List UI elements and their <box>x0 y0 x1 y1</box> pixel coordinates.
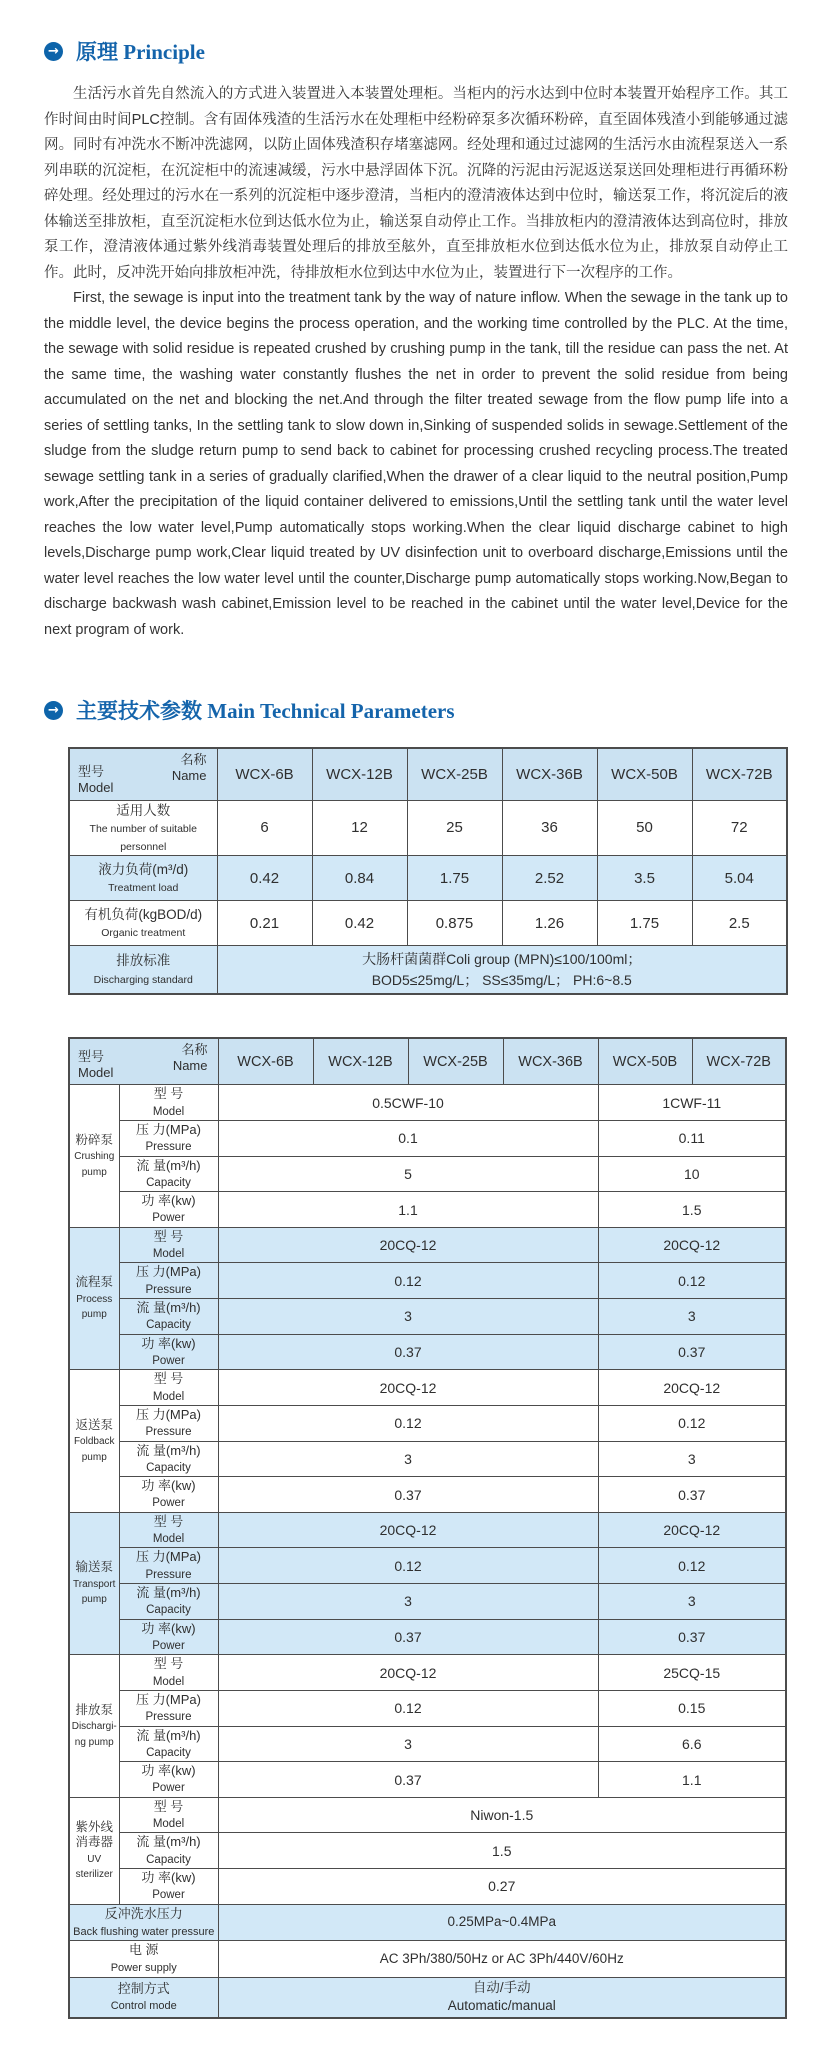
table-row <box>69 856 787 901</box>
cell-value: 0.12 <box>598 1548 786 1584</box>
row-label: 流 量(m³/h) Capacity <box>119 1833 218 1869</box>
row-label: 功 率(kw) Power <box>119 1869 218 1905</box>
model-column-header: WCX-36B <box>502 748 597 800</box>
table-row <box>69 1797 786 1833</box>
arrow-right-circle-icon: → <box>44 42 63 61</box>
cell-value: 1CWF-11 <box>598 1085 786 1121</box>
section-heading-principle <box>44 36 788 66</box>
cell-value: 0.12 <box>598 1405 786 1441</box>
section-heading-parameters <box>44 695 788 725</box>
table-header-row <box>69 748 787 800</box>
row-label: 功 率(kw) Power <box>119 1477 218 1513</box>
model-column-header: WCX-25B <box>407 748 502 800</box>
cell-value: 3 <box>598 1584 786 1620</box>
row-label: 流 量(m³/h) Capacity <box>119 1726 218 1762</box>
row-label: 液力负荷(m³/d) Treatment load <box>69 856 217 901</box>
row-label: 型 号 Model <box>119 1085 218 1121</box>
model-column-header: WCX-25B <box>408 1038 503 1085</box>
cell-value: 5 <box>218 1156 598 1192</box>
row-label: 流 量(m³/h) Capacity <box>119 1299 218 1335</box>
row-label: 型 号 Model <box>119 1227 218 1263</box>
model-column-header: WCX-50B <box>598 1038 692 1085</box>
cell-value: 1.75 <box>407 856 502 901</box>
cell-value: 0.84 <box>312 856 407 901</box>
cell-value: 0.42 <box>312 901 407 946</box>
cell-value: 10 <box>598 1156 786 1192</box>
parameters-heading-text: 主要技术参数 Main Technical Parameters <box>76 699 455 723</box>
table-row <box>69 1370 786 1406</box>
row-label: 适用人数 The number of suitable personnel <box>69 800 217 856</box>
row-label: 有机负荷(kgBOD/d) Organic treatment <box>69 901 217 946</box>
row-label: 型 号 Model <box>119 1512 218 1548</box>
row-label: 流 量(m³/h) Capacity <box>119 1156 218 1192</box>
cell-value: 0.15 <box>598 1690 786 1726</box>
cell-value: 0.875 <box>407 901 502 946</box>
cell-value: 0.42 <box>217 856 312 901</box>
row-label: 排放标准 Discharging standard <box>69 946 217 994</box>
cell-value: 0.12 <box>218 1690 598 1726</box>
cell-value: 2.52 <box>502 856 597 901</box>
cell-value: 3 <box>218 1584 598 1620</box>
cell-value: Niwon-1.5 <box>218 1797 786 1833</box>
table-row <box>69 1726 786 1762</box>
row-label-control-mode: 控制方式 Control mode <box>69 1978 218 2018</box>
cell-value: 25CQ-15 <box>598 1655 786 1691</box>
table-row <box>69 1405 786 1441</box>
cell-value: 0.12 <box>218 1405 598 1441</box>
cell-value: 3.5 <box>597 856 692 901</box>
table-corner-cell <box>69 748 217 800</box>
cell-value: 0.1 <box>218 1120 598 1156</box>
cell-value: 12 <box>312 800 407 856</box>
table-row <box>69 800 787 856</box>
table-row <box>69 1299 786 1335</box>
main-parameters-table <box>68 747 788 995</box>
table-row <box>69 1156 786 1192</box>
table-row <box>69 1690 786 1726</box>
model-column-header: WCX-72B <box>692 748 787 800</box>
model-column-header: WCX-12B <box>313 1038 408 1085</box>
row-label: 流 量(m³/h) Capacity <box>119 1584 218 1620</box>
cell-value: 0.37 <box>598 1619 786 1655</box>
cell-value: 0.37 <box>218 1477 598 1513</box>
pump-parameters-table <box>68 1037 787 2019</box>
table-row <box>69 1869 786 1905</box>
group-label-uv-sterilizer: 紫外线消毒器 UV sterilizer <box>69 1797 119 1904</box>
cell-value: 20CQ-12 <box>218 1370 598 1406</box>
cell-value: 0.37 <box>598 1334 786 1370</box>
discharging-standard-value: 大肠杆菌菌群Coli group (MPN)≤100/100ml； BOD5≤25mg/L； SS≤35mg/L； PH:6~8.5 <box>217 946 787 994</box>
cell-value: 50 <box>597 800 692 856</box>
model-column-header: WCX-50B <box>597 748 692 800</box>
row-label: 压 力(MPa) Pressure <box>119 1690 218 1726</box>
table-row <box>69 901 787 946</box>
cell-value: 20CQ-12 <box>218 1512 598 1548</box>
row-label-back-flushing: 反冲洗水压力 Back flushing water pressure <box>69 1904 218 1941</box>
table-row <box>69 1192 786 1228</box>
cell-value: 3 <box>598 1299 786 1335</box>
cell-value: 0.37 <box>218 1334 598 1370</box>
cell-value: 20CQ-12 <box>598 1227 786 1263</box>
table-row <box>69 1477 786 1513</box>
principle-heading-text: 原理 Principle <box>76 40 205 64</box>
cell-value: 6.6 <box>598 1726 786 1762</box>
cell-value: 1.75 <box>597 901 692 946</box>
table-row <box>69 1655 786 1691</box>
cell-value: 5.04 <box>692 856 787 901</box>
group-label-foldback-pump: 返送泵 Foldback pump <box>69 1370 119 1513</box>
model-column-header: WCX-36B <box>503 1038 598 1085</box>
table-row <box>69 1584 786 1620</box>
row-label: 型 号 Model <box>119 1797 218 1833</box>
group-label-process-pump: 流程泵 Process pump <box>69 1227 119 1370</box>
table-row <box>69 1263 786 1299</box>
cell-value: 0.37 <box>218 1619 598 1655</box>
table-row <box>69 1762 786 1798</box>
table-row <box>69 1227 786 1263</box>
cell-value: 0.27 <box>218 1869 786 1905</box>
cell-value: 0.37 <box>598 1477 786 1513</box>
row-label: 压 力(MPa) Pressure <box>119 1263 218 1299</box>
cell-value: 0.11 <box>598 1120 786 1156</box>
table-row <box>69 1833 786 1869</box>
row-label: 功 率(kw) Power <box>119 1762 218 1798</box>
cell-value: 3 <box>598 1441 786 1477</box>
model-column-header: WCX-6B <box>218 1038 313 1085</box>
cell-value: 36 <box>502 800 597 856</box>
row-label: 压 力(MPa) Pressure <box>119 1548 218 1584</box>
row-label-power-supply: 电 源 Power supply <box>69 1941 218 1978</box>
row-label: 功 率(kw) Power <box>119 1192 218 1228</box>
table-row <box>69 1120 786 1156</box>
cell-value: 0.12 <box>218 1548 598 1584</box>
cell-value: 20CQ-12 <box>218 1227 598 1263</box>
table-row <box>69 1904 786 1941</box>
cell-value: 0.37 <box>218 1762 598 1798</box>
cell-value: 0.12 <box>598 1263 786 1299</box>
model-column-header: WCX-6B <box>217 748 312 800</box>
cell-value: 1.1 <box>218 1192 598 1228</box>
table-row <box>69 1334 786 1370</box>
cell-value: 25 <box>407 800 502 856</box>
arrow-right-circle-icon: → <box>44 701 63 720</box>
principle-paragraph-en: First, the sewage is input into the treatment tank by the way of nature inflow. When the sewage in the tank up to the middle level, the device begins the process operation, and the working time controlled by the PLC. At the time, the sewage with solid residue is repeated crushed by crushing pump in the tank, till the residue can pass the net. At the same time, the washing water constantly flushes the net in order to prevent the solid residue from being accumulated on the net and blocking the net.And through the filter treated sewage from the flow pump life into a series of settling tanks, In the settling tank to slow down in,Sinking of suspended solids in sewage.Settlement of the sludge from the sludge return pump to send back to cabinet for processing crushed recycling process.The treated sewage settling tank in a series of gradually clarified,When the drawer of a clear liquid to the neutral position,Pump work,After the precipitation of the liquid container delivered to emissions,Until the settling tank until the water level reaches the low water level,Pump automatically stops working.When the clear liquid discharge cabinet to high levels,Discharge pump work,Clear liquid treated by UV disinfection unit to overboard discharge,Emissions until the water level reaches the low water level until the counter,Discharge pump automatically stops working.Now,Began to discharge backwash wash cabinet,Emission level to be reached in the cabinet until the water level,Device for the next program of work. <box>44 290 788 638</box>
cell-value: 0.21 <box>217 901 312 946</box>
cell-value: 0.5CWF-10 <box>218 1085 598 1121</box>
row-label: 压 力(MPa) Pressure <box>119 1405 218 1441</box>
table-row <box>69 1619 786 1655</box>
cell-value: 20CQ-12 <box>218 1655 598 1691</box>
row-label: 型 号 Model <box>119 1655 218 1691</box>
table-header-row <box>69 1038 786 1085</box>
corner-model-label: 型号 Model <box>78 764 114 796</box>
cell-value: 自动/手动 Automatic/manual <box>218 1978 786 2018</box>
row-label: 压 力(MPa) Pressure <box>119 1120 218 1156</box>
cell-value: 1.5 <box>598 1192 786 1228</box>
cell-value: 72 <box>692 800 787 856</box>
table-row <box>69 946 787 994</box>
cell-value: 3 <box>218 1441 598 1477</box>
cell-value: 1.1 <box>598 1762 786 1798</box>
cell-value: 20CQ-12 <box>598 1370 786 1406</box>
group-label-transport-pump: 输送泵 Transport pump <box>69 1512 119 1655</box>
group-label-crushing-pump: 粉碎泵 Crushing pump <box>69 1085 119 1228</box>
cell-value: 1.26 <box>502 901 597 946</box>
corner-name-label: 名称 Name <box>172 1041 208 1074</box>
corner-name-label: 名称 Name <box>171 752 207 784</box>
principle-paragraph-zh: 生活污水首先自然流入的方式进入装置进入本装置处理柜。当柜内的污水达到中位时本装置开始程序工作。其工作时间由时间PLC控制。含有固体残渣的生活污水在处理柜中经粉碎泵多次循环粉碎，直至固体残渣小到能够通过滤网。同时有冲洗水不断冲洗滤网，以防止固体残渣积存堵塞滤网。经处理和通过过滤网的生活污水由流程泵送入一系列串联的沉淀柜，在沉淀柜中的流速减缓，污水中悬浮固体下沉。沉降的污泥由污泥返送泵送回处理柜进行再循环粉碎处理。经处理过的污水在一系列的沉淀柜中逐步澄清，当柜内的澄清液体达到中位时，输送泵工作，将沉淀后的液体输送至排放柜，直至沉淀柜水位到达低水位为止，输送泵自动停止工作。当排放柜内的澄清液体达到高位时，排放泵工作，澄清液体通过紫外线消毒装置处理后的排放至舷外，直至排放柜水位到达低水位为止，排放泵自动停止工作。此时，反冲洗开始向排放柜冲洗，待排放柜水位到达中水位为止，装置进行下一次程序的工作。 <box>44 86 788 281</box>
group-label-discharging-pump: 排放泵 Dischargi-ng pump <box>69 1655 119 1798</box>
cell-value: 1.5 <box>218 1833 786 1869</box>
cell-value: 0.25MPa~0.4MPa <box>218 1904 786 1941</box>
row-label: 型 号 Model <box>119 1370 218 1406</box>
table-row <box>69 1978 786 2018</box>
table-row <box>69 1548 786 1584</box>
row-label: 流 量(m³/h) Capacity <box>119 1441 218 1477</box>
corner-model-label: 型号 Model <box>78 1048 114 1081</box>
cell-value: 0.12 <box>218 1263 598 1299</box>
cell-value: 6 <box>217 800 312 856</box>
cell-value: 20CQ-12 <box>598 1512 786 1548</box>
table-row <box>69 1441 786 1477</box>
table-row <box>69 1512 786 1548</box>
cell-value: 3 <box>218 1726 598 1762</box>
row-label: 功 率(kw) Power <box>119 1334 218 1370</box>
cell-value: 3 <box>218 1299 598 1335</box>
table-row <box>69 1941 786 1978</box>
table-corner-cell <box>69 1038 218 1085</box>
cell-value: 2.5 <box>692 901 787 946</box>
table-row <box>69 1085 786 1121</box>
model-column-header: WCX-12B <box>312 748 407 800</box>
row-label: 功 率(kw) Power <box>119 1619 218 1655</box>
cell-value: AC 3Ph/380/50Hz or AC 3Ph/440V/60Hz <box>218 1941 786 1978</box>
model-column-header: WCX-72B <box>692 1038 786 1085</box>
